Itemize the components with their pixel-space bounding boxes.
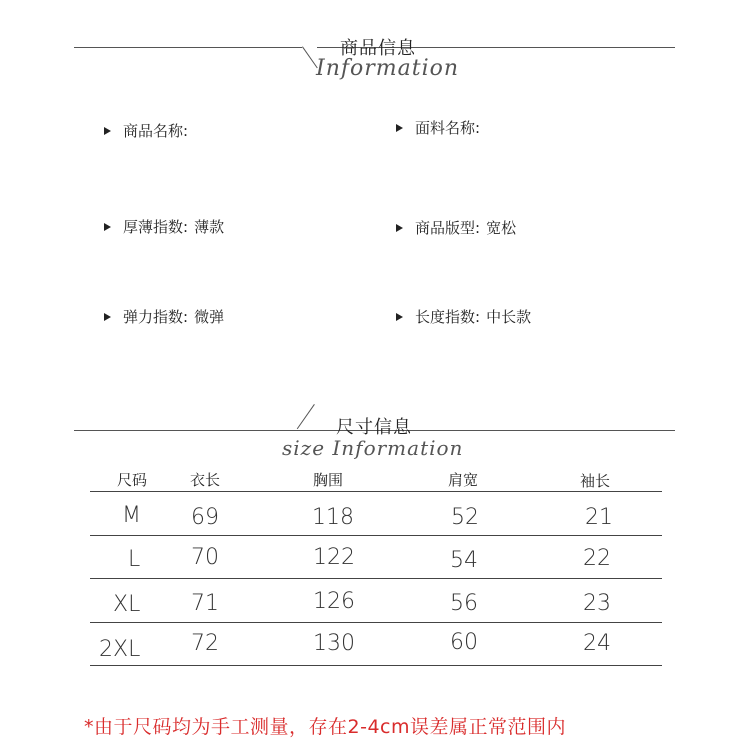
attr-label: 长度指数: — [415, 308, 481, 326]
attr-length — [396, 306, 531, 327]
table-cell-size: XL — [113, 592, 141, 617]
attr-label: 商品版型: — [415, 219, 481, 237]
table-cell: 23 — [583, 591, 611, 616]
arrow-right-icon — [396, 313, 403, 321]
arrow-right-icon — [104, 313, 111, 321]
size-header-size: 尺码 — [117, 471, 148, 489]
arrow-right-icon — [396, 124, 403, 132]
attr-fit — [396, 217, 516, 238]
size-header-length: 衣长 — [190, 471, 221, 489]
attr-value: 中长款 — [486, 308, 532, 326]
attr-label: 弹力指数: — [123, 308, 189, 326]
table-cell: 71 — [191, 591, 219, 616]
attr-product-name — [104, 120, 194, 141]
table-cell: 24 — [583, 631, 611, 656]
table-cell: 21 — [585, 505, 613, 530]
attr-value: 宽松 — [486, 219, 517, 237]
attr-fabric-name — [396, 117, 486, 138]
table-cell: 60 — [450, 630, 478, 655]
attr-label: 厚薄指数: — [123, 218, 189, 236]
size-info-script-text: size Information — [282, 436, 464, 460]
measurement-note: *由于尺码均为手工测量，存在2-4cm误差属正常范围内 — [84, 716, 566, 738]
arrow-right-icon — [396, 224, 403, 232]
table-divider — [90, 578, 662, 579]
size-header-chest: 胸围 — [313, 471, 344, 489]
table-cell: 126 — [313, 589, 355, 614]
table-cell: 69 — [191, 505, 219, 530]
table-cell-size: L — [128, 547, 141, 572]
attr-label: 面料名称: — [415, 119, 481, 137]
table-cell-size: 2XL — [99, 637, 141, 662]
table-cell: 122 — [313, 545, 355, 570]
table-divider — [90, 622, 662, 623]
table-cell: 130 — [313, 631, 355, 656]
table-cell: 56 — [450, 591, 478, 616]
size-info-title: 尺寸信息 — [336, 417, 412, 438]
table-cell: 52 — [451, 505, 479, 530]
attr-value: 微弹 — [194, 308, 225, 326]
attr-label: 商品名称: — [123, 122, 189, 140]
arrow-right-icon — [104, 223, 111, 231]
size-info-divider-left — [74, 430, 314, 431]
arrow-right-icon — [104, 127, 111, 135]
table-cell: 54 — [450, 548, 478, 573]
table-cell: 22 — [583, 546, 611, 571]
size-info-divider-slash — [297, 404, 315, 429]
table-divider — [90, 535, 662, 536]
size-header-shoulder: 肩宽 — [448, 471, 479, 489]
attr-thickness — [104, 216, 224, 237]
table-divider — [90, 491, 662, 492]
table-divider — [90, 665, 662, 666]
table-cell: 118 — [312, 505, 354, 530]
attr-elasticity — [104, 306, 224, 327]
attr-value: 薄款 — [194, 218, 225, 236]
table-cell: 70 — [191, 545, 219, 570]
product-info-title: 商品信息 — [340, 38, 416, 59]
product-info-divider-left — [74, 47, 302, 48]
size-header-sleeve: 袖长 — [580, 472, 611, 490]
table-cell-size: M — [122, 503, 141, 528]
table-cell: 72 — [191, 631, 219, 656]
product-info-script-text: Information — [316, 56, 460, 81]
